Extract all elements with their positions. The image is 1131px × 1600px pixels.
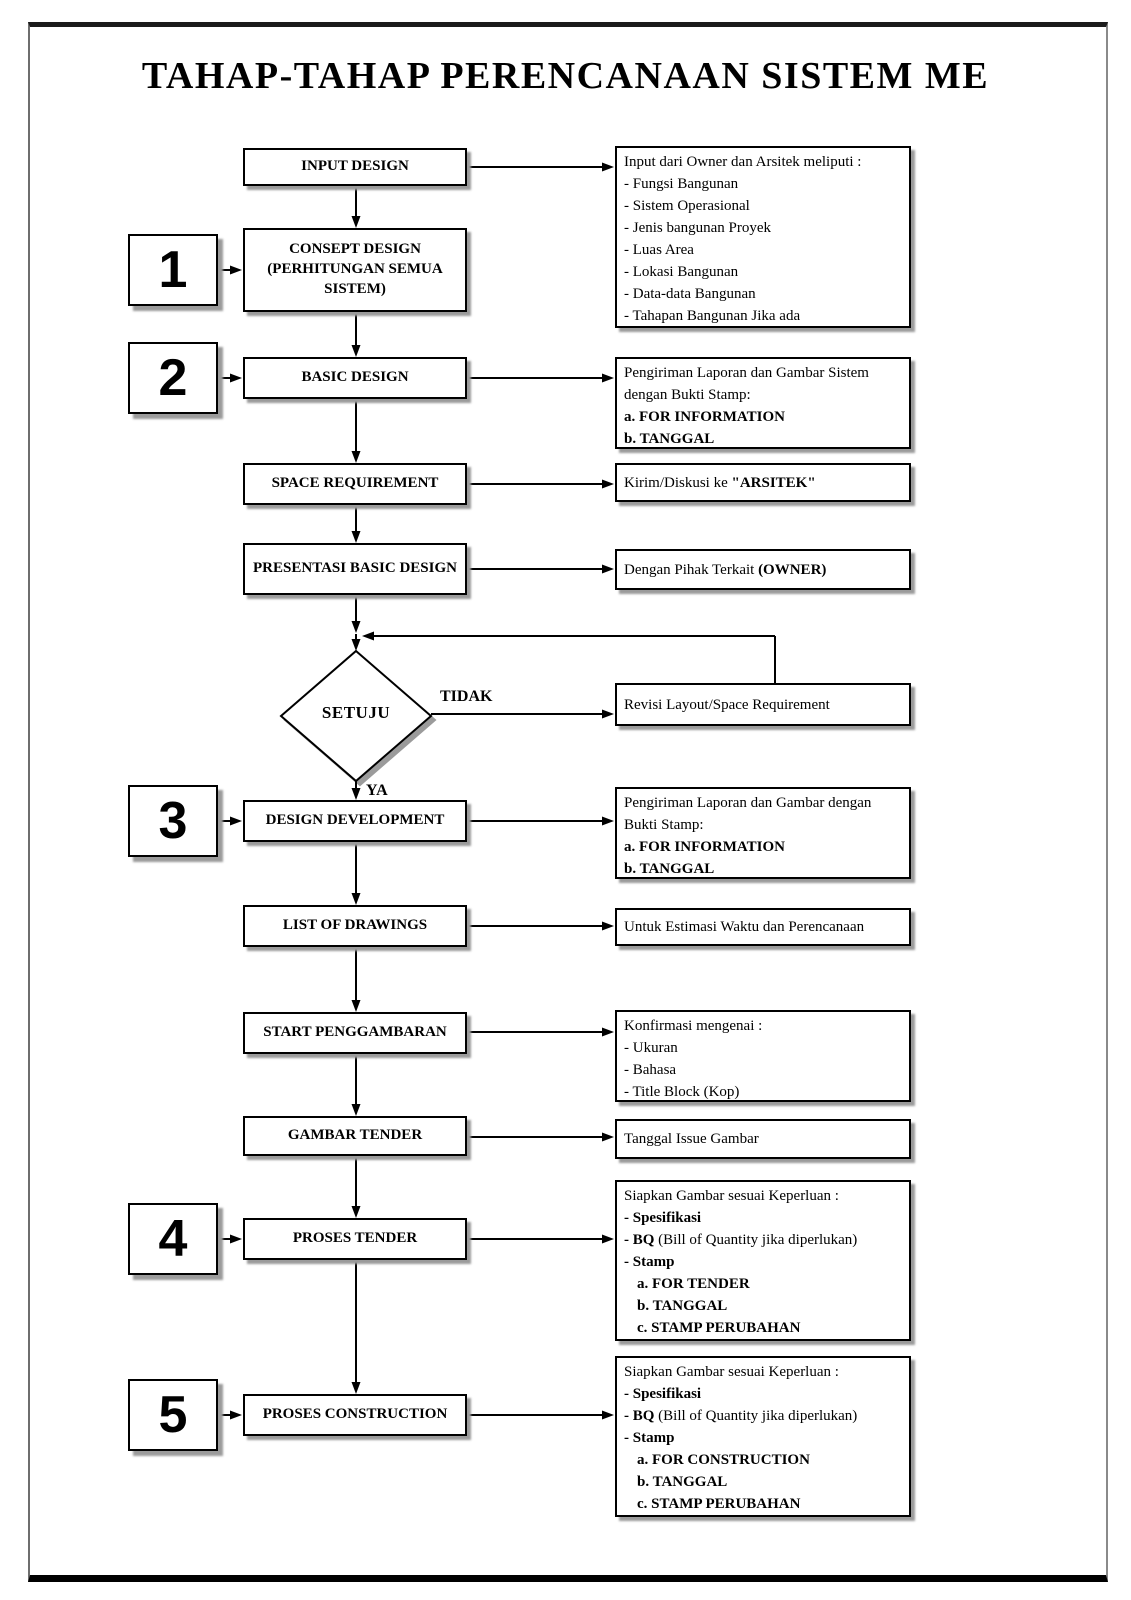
arrowhead-icon (602, 1411, 614, 1420)
annotation-text-bold: c. STAMP PERUBAHAN (637, 1320, 801, 1336)
arrowhead-icon (602, 922, 614, 931)
annotation-line (624, 1471, 902, 1493)
annotation-line (624, 1037, 902, 1059)
annotation-line (624, 1251, 902, 1273)
annotation-line (624, 1059, 902, 1081)
step-proses-construction (243, 1394, 467, 1436)
annotation-text-bold: b. TANGGAL (637, 1474, 728, 1490)
annotation-text: Input dari Owner dan Arsitek meliputi : (624, 154, 862, 170)
annotation-text: - Sistem Operasional (624, 198, 750, 214)
step-label: SPACE REQUIREMENT (271, 475, 439, 492)
annotation-text: - Data-data Bangunan (624, 286, 756, 302)
arrowhead-icon (352, 621, 361, 633)
step-label: BASIC DESIGN (301, 369, 409, 386)
annotation-line (624, 283, 902, 305)
annotation-text-bold: b. TANGGAL (637, 1298, 728, 1314)
annotation-line (624, 1383, 902, 1405)
annotation-text: Pengiriman Laporan dan Gambar Sistem (624, 365, 869, 381)
annotation-text: - Luas Area (624, 242, 694, 258)
arrowhead-icon (602, 163, 614, 172)
annotation-design-development (615, 787, 911, 879)
stage-number-label: 4 (158, 1210, 188, 1268)
step-proses-tender (243, 1218, 467, 1260)
annotation-basic-design (615, 357, 911, 449)
annotation-line (624, 362, 902, 384)
annotation-text: Dengan Pihak Terkait (624, 561, 759, 578)
annotation-line (624, 1081, 902, 1103)
annotation-text: dengan Bukti Stamp: (624, 387, 751, 403)
annotation-text: Revisi Layout/Space Requirement (624, 696, 830, 713)
arrowhead-icon (352, 216, 361, 228)
annotation-line (624, 1185, 902, 1207)
annotation-line (624, 173, 902, 195)
arrowhead-icon (352, 531, 361, 543)
annotation-presentasi-basic-design (615, 549, 911, 590)
annotation-text: - Ukuran (624, 1040, 678, 1056)
annotation-line (624, 151, 902, 173)
arrowhead-icon (352, 1382, 361, 1394)
arrowhead-icon (352, 1104, 361, 1116)
annotation-text: Bukti Stamp: (624, 817, 704, 833)
annotation-input-design (615, 146, 911, 328)
annotation-line (624, 305, 902, 327)
annotation-text-bold: - Spesifikasi (624, 1386, 702, 1402)
arrowhead-icon (352, 639, 361, 651)
step-start-penggambaran (243, 1012, 467, 1054)
annotation-space-requirement (615, 463, 911, 502)
annotation-line (624, 472, 902, 494)
page-title: TAHAP-TAHAP PERENCANAAN SISTEM ME (141, 55, 990, 97)
annotation-line (624, 916, 902, 938)
arrowhead-icon (602, 374, 614, 383)
step-input-design (243, 148, 467, 186)
annotation-line (624, 1015, 902, 1037)
decision-setuju-label: SETUJU (321, 703, 391, 722)
annotation-text: - Fungsi Bangunan (624, 176, 739, 192)
stage-number-label: 2 (158, 349, 188, 407)
step-label: PRESENTASI BASIC DESIGN (253, 560, 457, 577)
stage-number-label: 1 (158, 241, 188, 299)
stage-number-box-3 (128, 785, 218, 857)
annotation-line (624, 1128, 902, 1150)
arrowhead-icon (602, 565, 614, 574)
annotation-text-bold: b. TANGGAL (624, 861, 715, 877)
arrowhead-icon (352, 893, 361, 905)
annotation-text-bold: a. FOR INFORMATION (624, 839, 785, 855)
annotation-text: - Tahapan Bangunan Jika ada (624, 308, 801, 324)
step-design-development (243, 800, 467, 842)
annotation-text: (Bill of Quantity jika diperlukan) (654, 1408, 858, 1424)
annotation-line (624, 428, 902, 450)
annotation-line (624, 1405, 902, 1427)
step-label: START PENGGAMBARAN (263, 1024, 447, 1041)
annotation-line (624, 261, 902, 283)
arrowhead-icon (602, 710, 614, 719)
annotation-start-penggambaran (615, 1010, 911, 1102)
annotation-text-bold: a. FOR INFORMATION (624, 409, 785, 425)
annotation-text-bold: (OWNER) (758, 561, 827, 578)
arrowhead-icon (602, 1235, 614, 1244)
annotation-list-of-drawings (615, 908, 911, 946)
step-label: LIST OF DRAWINGS (282, 917, 428, 934)
step-consept-design (243, 228, 467, 312)
annotation-text: (Bill of Quantity jika diperlukan) (654, 1232, 858, 1248)
annotation-text-bold: - BQ (624, 1408, 655, 1424)
annotation-text: - Jenis bangunan Proyek (624, 220, 772, 236)
annotation-text: Siapkan Gambar sesuai Keperluan : (624, 1188, 839, 1204)
step-gambar-tender (243, 1116, 467, 1156)
annotation-line (624, 384, 902, 406)
annotation-text: Kirim/Diskusi ke (624, 474, 732, 491)
stage-number-box-4 (128, 1203, 218, 1275)
annotation-line (624, 814, 902, 836)
annotation-line (624, 1449, 902, 1471)
annotation-line (624, 1273, 902, 1295)
annotation-line (624, 1427, 902, 1449)
arrowhead-icon (352, 788, 361, 800)
annotation-text-bold: "ARSITEK" (731, 474, 816, 491)
step-label: CONSEPT DESIGN (PERHITUNGAN SEMUA SISTEM) (267, 241, 443, 297)
annotation-text: - Bahasa (624, 1062, 677, 1078)
decision-yes-label: YA (366, 782, 388, 799)
stage-number-label: 3 (158, 792, 188, 850)
annotation-text: Tanggal Issue Gambar (624, 1131, 759, 1147)
annotation-proses-tender (615, 1180, 911, 1341)
annotation-line (624, 858, 902, 880)
decision-no-label: TIDAK (440, 688, 493, 705)
annotation-line (624, 559, 902, 581)
annotation-text-bold: a. FOR TENDER (637, 1276, 750, 1292)
step-label: GAMBAR TENDER (287, 1127, 423, 1144)
arrowhead-icon (230, 1235, 242, 1244)
annotation-text-bold: c. STAMP PERUBAHAN (637, 1496, 801, 1512)
step-label: INPUT DESIGN (301, 158, 409, 175)
annotation-line (624, 1493, 902, 1515)
step-label: DESIGN DEVELOPMENT (265, 812, 445, 829)
annotation-text-bold: - Stamp (624, 1254, 675, 1270)
annotation-text-bold: - BQ (624, 1232, 655, 1248)
annotation-text: Untuk Estimasi Waktu dan Perencanaan (624, 919, 865, 935)
arrowhead-icon (230, 1411, 242, 1420)
stage-number-label: 5 (158, 1386, 188, 1444)
annotation-line (624, 239, 902, 261)
step-list-of-drawings (243, 905, 467, 947)
annotation-text: - Lokasi Bangunan (624, 264, 739, 280)
arrowhead-icon (230, 374, 242, 383)
annotation-text: Siapkan Gambar sesuai Keperluan : (624, 1364, 839, 1380)
annotation-line (624, 1361, 902, 1383)
annotation-gambar-tender (615, 1119, 911, 1159)
arrowhead-icon (352, 345, 361, 357)
annotation-line (624, 1229, 902, 1251)
annotation-line (624, 195, 902, 217)
annotation-text: Pengiriman Laporan dan Gambar dengan (624, 795, 872, 811)
arrowhead-icon (230, 817, 242, 826)
annotation-text-bold: - Stamp (624, 1430, 675, 1446)
arrowhead-icon (602, 1133, 614, 1142)
annotation-line (624, 694, 902, 716)
annotation-text-bold: a. FOR CONSTRUCTION (637, 1452, 810, 1468)
annotation-line (624, 406, 902, 428)
arrowhead-icon (352, 451, 361, 463)
annotation-line (624, 217, 902, 239)
step-label: PROSES TENDER (292, 1230, 418, 1247)
annotation-line (624, 1317, 902, 1339)
stage-number-box-2 (128, 342, 218, 414)
stage-number-box-1 (128, 234, 218, 306)
arrowhead-icon (362, 632, 374, 641)
annotation-line (624, 836, 902, 858)
arrowhead-icon (352, 1000, 361, 1012)
annotation-line (624, 1207, 902, 1229)
annotation-text-bold: - Spesifikasi (624, 1210, 702, 1226)
arrowhead-icon (602, 480, 614, 489)
stage-number-box-5 (128, 1379, 218, 1451)
annotation-line (624, 792, 902, 814)
annotation-line (624, 1295, 902, 1317)
annotation-text-bold: b. TANGGAL (624, 431, 715, 447)
arrowhead-icon (230, 266, 242, 275)
annotation-proses-construction (615, 1356, 911, 1517)
step-presentasi-basic-design (243, 543, 467, 595)
annotation-revisi (615, 683, 911, 726)
arrowhead-icon (602, 817, 614, 826)
arrowhead-icon (602, 1028, 614, 1037)
annotation-text: - Title Block (Kop) (624, 1084, 740, 1100)
arrowhead-icon (352, 1206, 361, 1218)
step-space-requirement (243, 463, 467, 505)
step-label: PROSES CONSTRUCTION (262, 1406, 448, 1423)
step-basic-design (243, 357, 467, 399)
annotation-text: Konfirmasi mengenai : (624, 1018, 763, 1034)
